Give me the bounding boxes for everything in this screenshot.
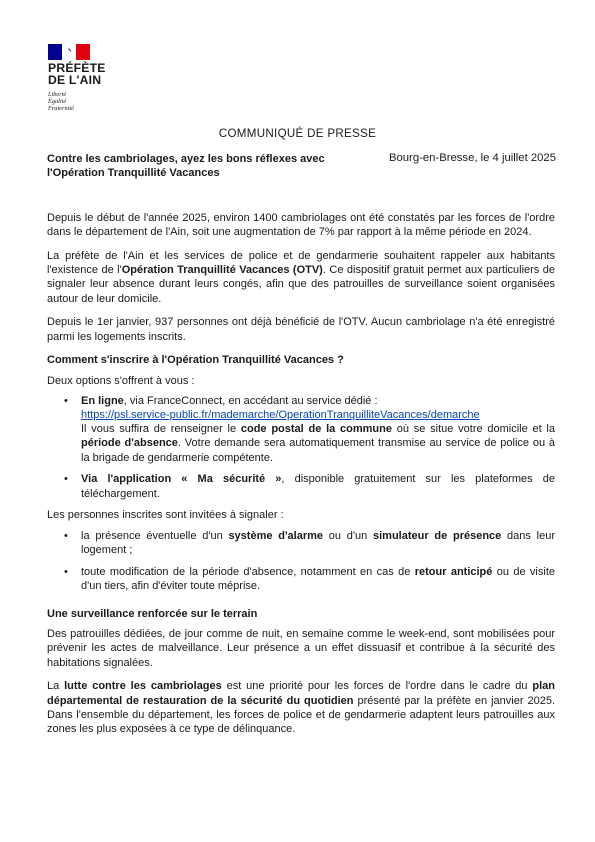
paragraph-patrols: Des patrouilles dédiées, de jour comme de nuit, en semaine comme le week-end, sont mobilisées pour prévenir les actes de malveillance. Leur présence a un effet dissuasif et contribue à la sécurité des habitations signalées.: [47, 628, 555, 669]
signal-intro: Les personnes inscrites sont invitées à signaler :: [47, 509, 284, 522]
bullet-icon: •: [64, 394, 68, 407]
heading-how-to-register: Comment s'inscrire à l'Opération Tranquillité Vacances ?: [47, 354, 344, 367]
dateline: Bourg-en-Bresse, le 4 juillet 2025: [388, 152, 556, 164]
republic-motto: [48, 91, 128, 113]
registration-options-list: [47, 394, 555, 501]
list-item: • toute modification de la période d'absence, notamment en cas de retour anticipé ou de visite d'un tiers, afin d'éviter toute méprise.: [64, 565, 555, 592]
options-intro: Deux options s'offrent à vous :: [47, 374, 195, 387]
list-item: • Via l'application « Ma sécurité », disponible gratuitement sur les plateformes de téléchargement.: [64, 473, 555, 500]
prefecture-name: [48, 62, 128, 86]
press-release-title: Contre les cambriolages, ayez les bons réflexes avec l'Opération Tranquillité Vacances: [47, 153, 325, 179]
otv-service-link[interactable]: https://psl.service-public.fr/mademarche/OperationTranquilliteVacances/demarche: [81, 409, 480, 422]
prefecture-logo: [48, 44, 128, 113]
paragraph-statistics: Depuis le début de l'année 2025, environ 1400 cambriolages ont été constatés par les forces de l'ordre dans le département de l'Ain, soit une augmentation de 7% par rapport à la même période en 2024.: [47, 212, 555, 239]
motto-fraternite: Fraternité: [48, 105, 74, 113]
motto-liberte: Liberté: [48, 91, 67, 98]
bullet-icon: •: [64, 529, 68, 542]
heading-surveillance: Une surveillance renforcée sur le terrain: [47, 608, 258, 621]
document-kind: COMMUNIQUÉ DE PRESSE: [218, 127, 377, 140]
pref-line-1: PRÉFÈTE: [48, 61, 106, 75]
list-item: • la présence éventuelle d'un système d'alarme ou d'un simulateur de présence dans leur logement ;: [64, 529, 556, 556]
paragraph-otv-intro: La préfète de l'Ain et les services de police et de gendarmerie souhaitent rappeler aux habitants l'existence de l'Opération Tranquillité Vacances (OTV). Ce dispositif gratuit permet aux particuliers de signaler leur absence durant leurs congés, afin que des patrouilles de surveillance soient organisées autour de leur domicile.: [47, 250, 556, 305]
paragraph-beneficiaries: Depuis le 1er janvier, 937 personnes ont déjà bénéficié de l'OTV. Aucun cambriolage n'a été enregistré parmi les logements inscrits.: [47, 316, 555, 343]
press-release-body: [47, 211, 555, 746]
list-item: • En ligne, via FranceConnect, en accédant au service dédié : https://psl.service-public.fr/mademarche/OperationTranquilliteVacances/demarche Il vous suffira de renseigner le code postal de la commune où se situe votre domicile et la période d'absence. Votre demande sera automatiquement transmise au service de police ou à la brigade de gendarmerie compétente.: [64, 394, 555, 464]
marianne-flag-icon: [48, 44, 90, 60]
bullet-icon: •: [64, 473, 68, 486]
pref-line-2: DE L'AIN: [48, 73, 102, 87]
motto-egalite: Égalité: [48, 98, 67, 106]
bullet-icon: •: [64, 565, 68, 578]
signal-list: [47, 529, 555, 593]
paragraph-priority: La lutte contre les cambriolages est une priorité pour les forces de l'ordre dans le cadre du plan départemental de restauration de la sécurité du quotidien présenté par la préfète en janvier 2025. Dans l'ensemble du département, les forces de police et de gendarmerie adaptent leurs patrouilles aux zones les plus exposées à ce type de délinquance.: [47, 680, 556, 736]
